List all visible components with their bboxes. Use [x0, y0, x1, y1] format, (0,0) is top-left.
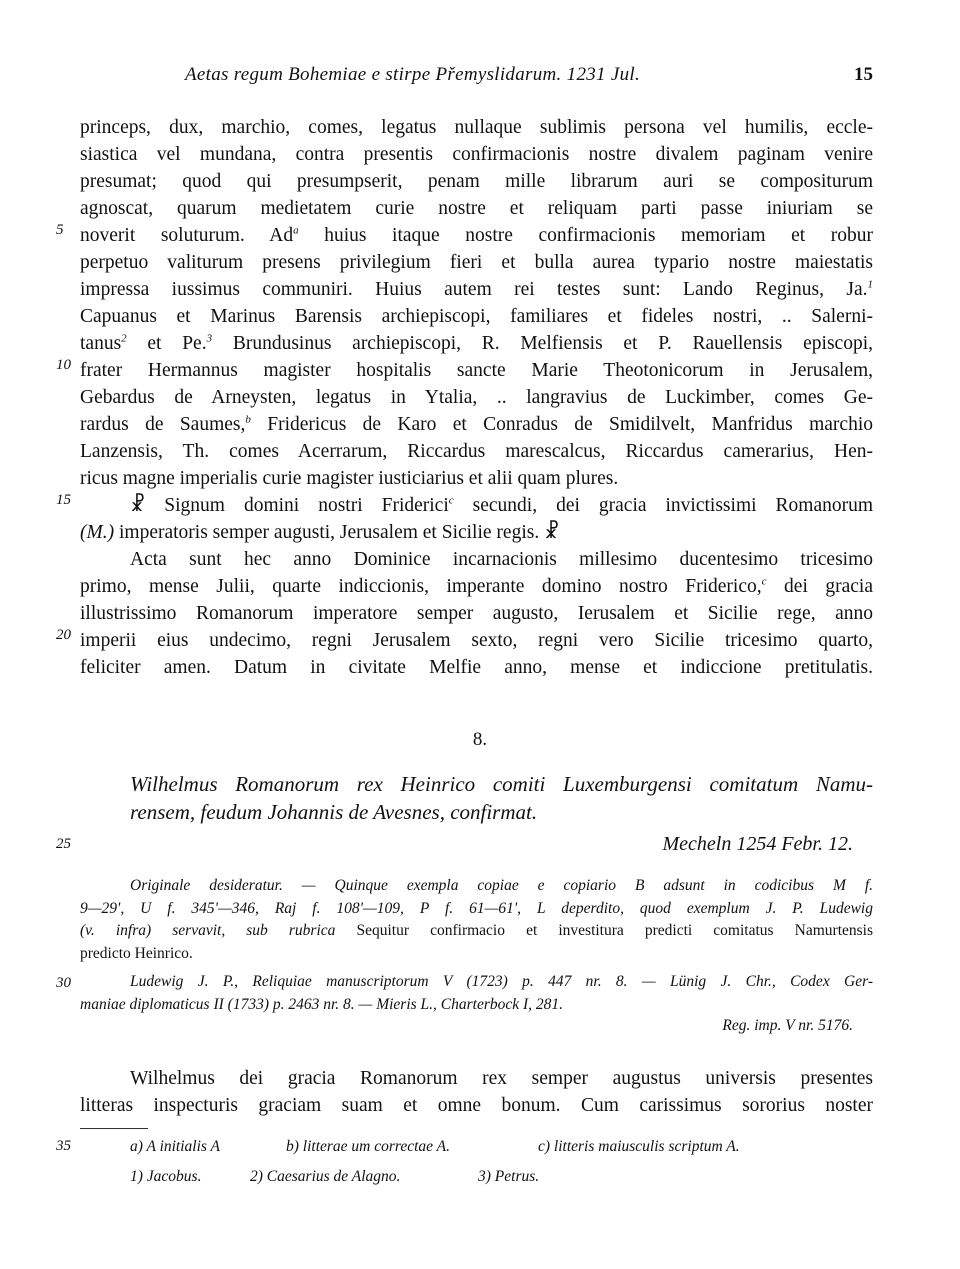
note-line: Originale desideratur. — Quinque exempla copiae e copiario B adsunt in codicibus M f.: [130, 877, 873, 894]
footnote-mark: c: [448, 494, 454, 507]
note-line: maniae diplomaticus II (1733) p. 2463 nr. 8. — Mieris L., Charterbock I, 281.: [80, 995, 564, 1013]
footnote-c: c) litteris maiusculis scriptum A.: [538, 1138, 740, 1155]
footnote-mark: b: [245, 413, 251, 426]
text-line: agnoscat, quarum medietatem curie nostre et reliquam parti passe iniuriam se: [80, 198, 873, 219]
footnote-2: 2) Caesarius de Alagno.: [250, 1168, 401, 1185]
text-line: noverit soluturum. Ad$^a$ huius itaque nostre confirmacionis memoriam et robur: [80, 224, 873, 246]
text-line: illustrissimo Romanorum imperatore semper augusto, Ierusalem et Sicilie rege, anno: [80, 603, 873, 624]
footnote-divider: [80, 1128, 148, 1129]
text-line: impressa iussimus communiri. Huius autem rei testes sunt: Lando Reginus, Ja.$^1$: [80, 278, 873, 300]
text-line: siastica vel mundana, contra presentis confirmacionis nostre divalem paginam venire: [80, 144, 873, 165]
regesta-reference: Reg. imp. V nr. 5176.: [722, 1017, 853, 1034]
footnote-mark: 2: [121, 332, 127, 345]
footnote-b: b) litterae um correctae A.: [286, 1138, 450, 1155]
charter-text: [80, 114, 873, 681]
note-line: 9—29', U f. 345'—346, Raj f. 108'—109, P f. 61—61', L deperdito, quod exemplum J. P. Ludewig: [80, 899, 873, 917]
line-number-15: 15: [56, 492, 71, 508]
footnote-mark: a: [293, 224, 299, 237]
line-number-10: 10: [56, 357, 71, 373]
text-line: Wilhelmus dei gracia Romanorum rex semper augustus universis presentes: [130, 1068, 873, 1089]
footnotes-letters: [130, 1138, 740, 1156]
text-line: primo, mense Julii, quarte indiccionis, imperante domino nostro Friderico,$^c$ dei gracia: [80, 575, 873, 597]
charter-text-8: [80, 1065, 873, 1119]
note-line: predicto Heinrico.: [80, 944, 193, 962]
footnote-mark: 1: [867, 278, 873, 291]
note-line: (v. infra) servavit, sub rubrica Sequitur confirmacio et investitura predicti comitatus Namurtensis: [80, 922, 873, 939]
footnote-a: a) A initialis A: [130, 1138, 221, 1155]
line-number-20: 20: [56, 627, 71, 643]
footnote-mark: 3: [206, 332, 213, 345]
regest: [130, 770, 873, 826]
text-line: princeps, dux, marchio, comes, legatus nullaque sublimis persona vel humilis, eccle-: [80, 117, 873, 138]
line-number-5: 5: [56, 222, 64, 238]
text-line: presumat; quod qui presumpserit, penam mille librarum auri se compositurum: [80, 171, 873, 192]
footnote-1: 1) Jacobus.: [130, 1168, 202, 1185]
text-line: tanus$^2$ et Pe.$^3$ Brundusinus archiepiscopi, R. Melfiensis et P. Rauellensis episcopi,: [80, 332, 873, 354]
text-line: feliciter amen. Datum in civitate Melfie anno, mense et indiccione pretitulatis.: [80, 657, 873, 678]
running-title: Aetas regum Bohemiae e stirpe Přemyslidarum. 1231 Jul.: [185, 64, 641, 85]
page-number: 15: [854, 64, 873, 85]
regest-line: rensem, feudum Johannis de Avesnes, confirmat.: [130, 800, 538, 824]
text-line: ricus magne imperialis curie magister iusticiarius et alii quam plures.: [80, 468, 619, 489]
running-header: [80, 64, 873, 88]
note-line: Ludewig J. P., Reliquiae manuscriptorum V (1723) p. 447 nr. 8. — Lünig J. Chr., Codex Ger-: [130, 973, 873, 990]
text-line: perpetuo valiturum presens privilegium fieri et bulla aurea typario nostre maiestatis: [80, 252, 873, 273]
footnote-3: 3) Petrus.: [478, 1168, 540, 1185]
literature-notes: [80, 971, 873, 1016]
document-number: 8.: [472, 729, 488, 750]
line-number-30: 30: [56, 975, 71, 991]
text-line: Gebardus de Arneysten, legatus in Ytalia, .. langravius de Luckimber, comes Ge-: [80, 387, 873, 408]
text-line: Capuanus et Marinus Barensis archiepiscopi, familiares et fideles nostri, .. Salerni-: [80, 306, 873, 327]
text-line: Lanzensis, Th. comes Acerrarum, Riccardus marescalcus, Riccardus camerarius, Hen-: [80, 441, 873, 462]
text-line: litteras inspecturis graciam suam et omne bonum. Cum carissimus sororius noster: [80, 1095, 873, 1116]
footnotes-numbers: [130, 1168, 539, 1186]
tradition-notes: [80, 875, 873, 965]
signum-line: ☧ Signum domini nostri Friderici$^c$ secundi, dei gracia invictissimi Romanorum: [130, 494, 873, 516]
regest-line: Wilhelmus Romanorum rex Heinrico comiti Luxemburgensi comitatum Namu-: [130, 772, 873, 796]
line-number-35: 35: [56, 1138, 71, 1154]
monogram-mark: (M.): [80, 522, 115, 543]
text-line: frater Hermannus magister hospitalis sancte Marie Theotonicorum in Jerusalem,: [80, 360, 873, 381]
text-line: Acta sunt hec anno Dominice incarnacionis millesimo ducentesimo tricesimo: [130, 549, 873, 570]
text-line: imperii eius undecimo, regni Jerusalem sexto, regni vero Sicilie tricesimo quarto,: [80, 630, 873, 651]
footnote-mark: c: [761, 575, 767, 588]
line-number-25: 25: [56, 836, 71, 852]
dating: Mecheln 1254 Febr. 12.: [662, 833, 853, 855]
text-line: (M.) imperatoris semper augusti, Jerusalem et Sicilie regis. ☧: [80, 522, 560, 543]
text-line: rardus de Saumes,$^b$ Fridericus de Karo et Conradus de Smidilvelt, Manfridus marchio: [80, 413, 873, 435]
